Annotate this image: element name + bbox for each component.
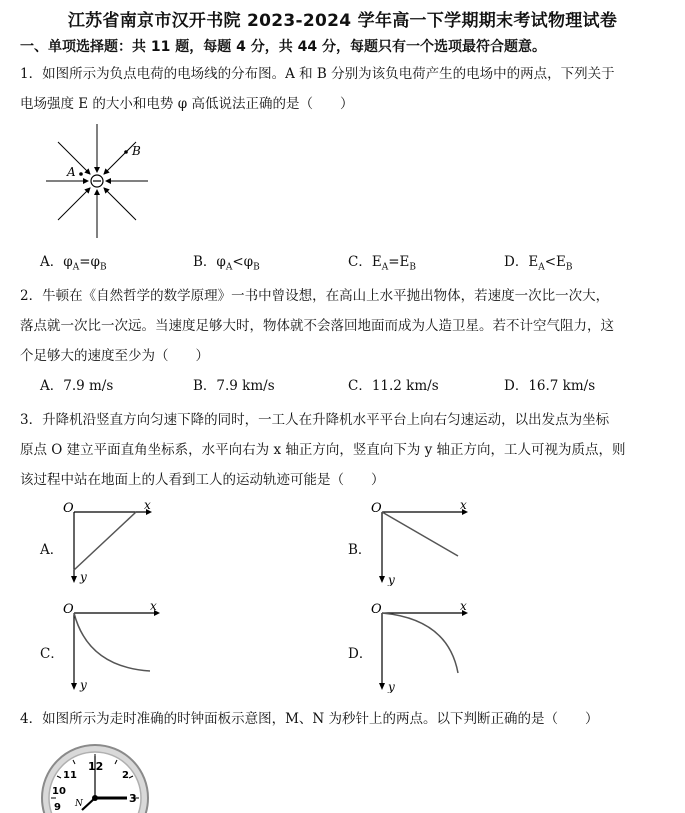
q2-option-a[interactable]: A．7.9 m/s bbox=[40, 378, 114, 394]
option-symbol: φ bbox=[63, 254, 73, 270]
origin-label: O bbox=[371, 602, 382, 617]
option-letter: C． bbox=[348, 254, 372, 270]
label-a: A bbox=[67, 165, 76, 179]
subscript-1: A bbox=[538, 262, 545, 273]
numeral-3: 3 bbox=[129, 792, 137, 805]
option-letter: B． bbox=[193, 254, 217, 270]
option-relation: <E bbox=[544, 254, 566, 270]
option-relation: <φ bbox=[232, 254, 254, 270]
q3-graph-c bbox=[60, 601, 170, 693]
question-2-line-3: 个足够大的速度至少为（ ） bbox=[20, 348, 209, 364]
question-2-line-2: 落点就一次比一次远。当速度足够大时，物体就不会落回地面而成为人造卫星。若不计空气阻力，这 bbox=[20, 318, 614, 334]
q3-option-a-label[interactable]: A． bbox=[40, 542, 64, 558]
subscript-1: A bbox=[72, 262, 80, 273]
question-3-line-2: 原点 O 建立平面直角坐标系，水平向右为 x 轴正方向，竖直向下为 y 轴正方向，工人可视为质点，则 bbox=[20, 442, 626, 458]
page-title: 江苏省南京市汉开书院 2023-2024 学年高一下学期期末考试物理试卷 bbox=[67, 11, 618, 31]
subscript-2: B bbox=[409, 262, 416, 273]
question-3-line-3: 该过程中站在地面上的人看到工人的运动轨迹可能是（ ） bbox=[20, 472, 385, 488]
clock-center bbox=[92, 795, 98, 801]
subscript-2: B bbox=[253, 262, 260, 273]
subscript-2: B bbox=[99, 262, 107, 273]
q1-option-d[interactable] bbox=[504, 250, 572, 273]
y-axis-label: y bbox=[388, 680, 395, 693]
trajectory bbox=[74, 512, 136, 570]
x-axis-label: x bbox=[460, 601, 467, 613]
option-relation: =E bbox=[388, 254, 410, 270]
numeral-2: 2 bbox=[122, 770, 129, 781]
label-b: B bbox=[132, 144, 141, 158]
q3-option-b-label[interactable]: B． bbox=[348, 542, 372, 558]
q1-option-c[interactable] bbox=[348, 250, 416, 273]
numeral-11: 11 bbox=[63, 770, 77, 781]
subscript-1: A bbox=[225, 262, 233, 273]
option-symbol: φ bbox=[216, 254, 226, 270]
y-axis-label: y bbox=[80, 570, 87, 584]
option-symbol: E bbox=[528, 254, 539, 270]
q1-option-a[interactable] bbox=[40, 250, 107, 273]
q3-graph-d bbox=[368, 601, 478, 693]
point-b bbox=[124, 150, 128, 154]
y-axis-label: y bbox=[80, 678, 87, 692]
electric-field-figure bbox=[46, 124, 156, 239]
numeral-10: 10 bbox=[52, 786, 66, 797]
y-axis-label: y bbox=[388, 573, 395, 586]
option-symbol: E bbox=[371, 254, 382, 270]
question-1-line-2: 电场强度 E 的大小和电势 φ 高低说法正确的是（ ） bbox=[20, 96, 354, 112]
x-axis-label: x bbox=[150, 601, 157, 613]
subscript-2: B bbox=[565, 262, 573, 273]
trajectory bbox=[74, 613, 150, 671]
q2-option-b[interactable]: B．7.9 km/s bbox=[193, 378, 275, 394]
section-heading: 一、单项选择题：共 11 题，每题 4 分，共 44 分，每题只有一个选项最符合题意。 bbox=[20, 39, 546, 55]
q3-option-c-label[interactable]: C． bbox=[40, 646, 64, 662]
option-letter: A． bbox=[40, 254, 64, 270]
q3-graph-a bbox=[60, 498, 160, 586]
q2-option-c[interactable]: C．11.2 km/s bbox=[348, 378, 439, 394]
origin-label: O bbox=[371, 501, 382, 516]
x-axis-label: x bbox=[144, 498, 151, 512]
option-letter: D． bbox=[504, 254, 529, 270]
point-a bbox=[79, 172, 83, 176]
question-3-line-1: 3．升降机沿竖直方向匀速下降的同时，一工人在升降机水平平台上向右匀速运动，以出发点为坐标 bbox=[20, 412, 610, 428]
numeral-9: 9 bbox=[54, 802, 61, 813]
question-4-line-1: 4．如图所示为走时准确的时钟面板示意图，M、N 为秒针上的两点。以下判断正确的是（ ） bbox=[20, 711, 599, 727]
x-axis-label: x bbox=[460, 498, 467, 512]
trajectory bbox=[382, 512, 458, 556]
q1-option-b[interactable] bbox=[193, 250, 260, 273]
numeral-12: 12 bbox=[88, 760, 104, 773]
q3-graph-b bbox=[368, 498, 478, 586]
origin-label: O bbox=[63, 602, 74, 617]
trajectory bbox=[382, 613, 458, 673]
option-relation: =φ bbox=[79, 254, 100, 270]
subscript-1: A bbox=[381, 262, 389, 273]
label-n: N bbox=[75, 799, 83, 809]
question-2-line-1: 2．牛顿在《自然哲学的数学原理》一书中曾设想，在高山上水平抛出物体，若速度一次比一次大， bbox=[20, 288, 610, 304]
origin-label: O bbox=[63, 501, 74, 516]
clock-figure bbox=[38, 744, 158, 813]
q3-option-d-label[interactable]: D． bbox=[348, 646, 373, 662]
question-1-line-1: 1．如图所示为负点电荷的电场线的分布图。A 和 B 分别为该负电荷产生的电场中的两点，下列关于 bbox=[20, 66, 615, 82]
q2-option-d[interactable]: D．16.7 km/s bbox=[504, 378, 596, 394]
